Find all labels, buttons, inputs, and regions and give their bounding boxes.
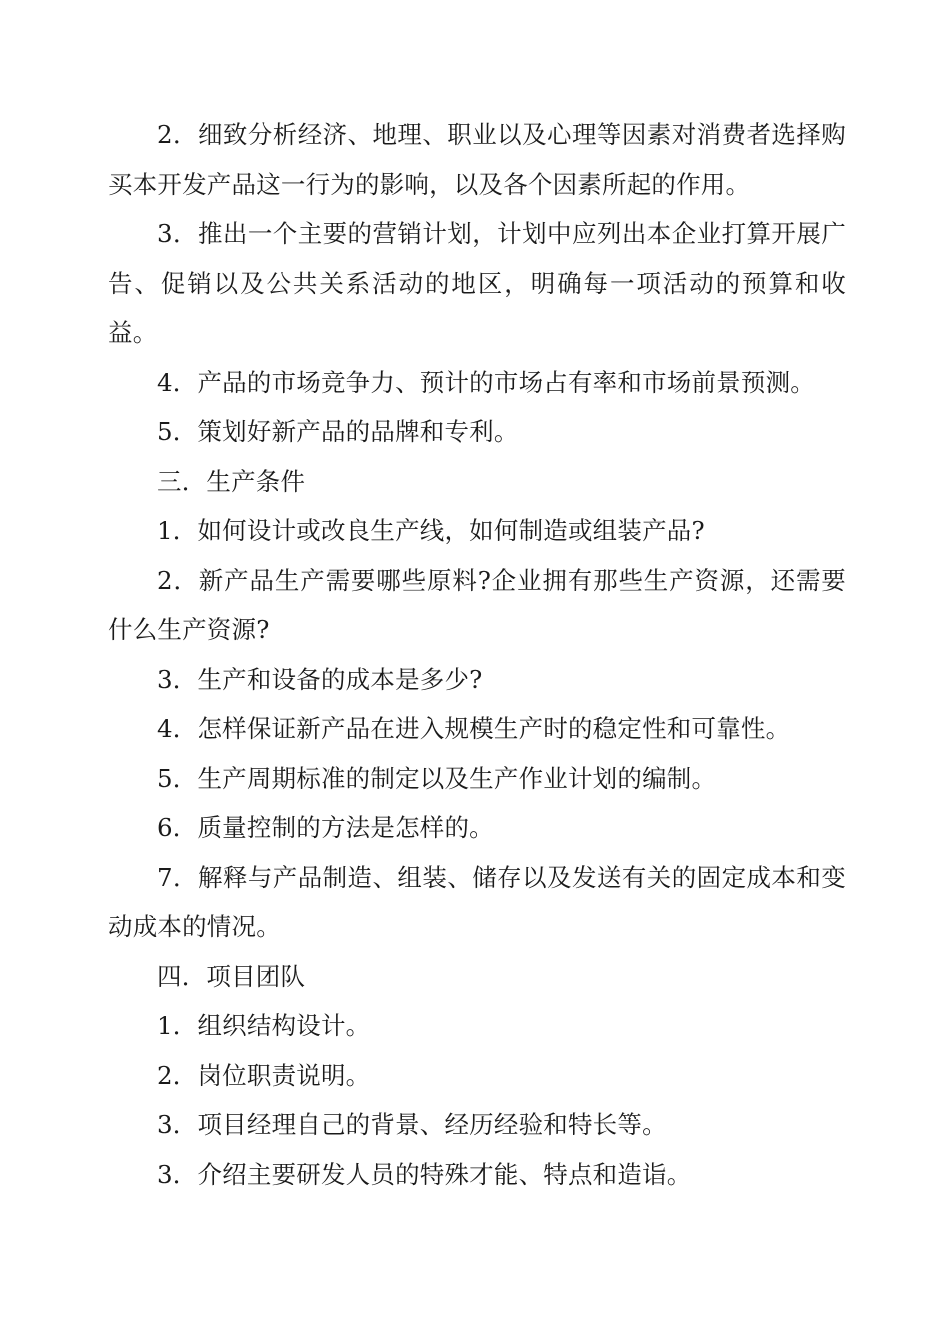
paragraph-marketing-plan: 3．推出一个主要的营销计划，计划中应列出本企业打算开展广告、促销以及公共关系活动的地区，明确每一项活动的预算和收益。 bbox=[108, 219, 846, 347]
paragraph-org-structure: 1．组织结构设计。 bbox=[157, 1011, 371, 1040]
paragraph-manager-background: 3．项目经理自己的背景、经历经验和特长等。 bbox=[157, 1110, 667, 1139]
paragraph-production-cycle: 5．生产周期标准的制定以及生产作业计划的编制。 bbox=[157, 763, 717, 793]
document-body bbox=[108, 110, 846, 1199]
paragraph-rd-staff: 3．介绍主要研发人员的特殊才能、特点和造诣。 bbox=[157, 1159, 692, 1189]
paragraph-job-duties: 2．岗位职责说明。 bbox=[157, 1060, 371, 1090]
paragraph-market-competitiveness: 4．产品的市场竞争力、预计的市场占有率和市场前景预测。 bbox=[157, 367, 815, 397]
section-heading-production: 三．生产条件 bbox=[157, 466, 306, 496]
paragraph-cost-explanation: 7．解释与产品制造、组装、储存以及发送有关的固定成本和变动成本的情况。 bbox=[108, 862, 846, 941]
section-heading-team: 四．项目团队 bbox=[157, 961, 306, 991]
paragraph-equipment-cost: 3．生产和设备的成本是多少? bbox=[157, 664, 483, 694]
paragraph-production-line: 1．如何设计或改良生产线，如何制造或组装产品? bbox=[157, 516, 705, 545]
paragraph-consumer-factors: 2．细致分析经济、地理、职业以及心理等因素对消费者选择购买本开发产品这一行为的影响，以及各个因素所起的作用。 bbox=[108, 120, 846, 199]
paragraph-stability: 4．怎样保证新产品在进入规模生产时的稳定性和可靠性。 bbox=[157, 714, 791, 743]
paragraph-quality-control: 6．质量控制的方法是怎样的。 bbox=[157, 813, 494, 842]
paragraph-raw-materials: 2．新产品生产需要哪些原料?企业拥有那些生产资源，还需要什么生产资源? bbox=[108, 565, 846, 644]
paragraph-brand-patent: 5．策划好新产品的品牌和专利。 bbox=[157, 417, 519, 446]
